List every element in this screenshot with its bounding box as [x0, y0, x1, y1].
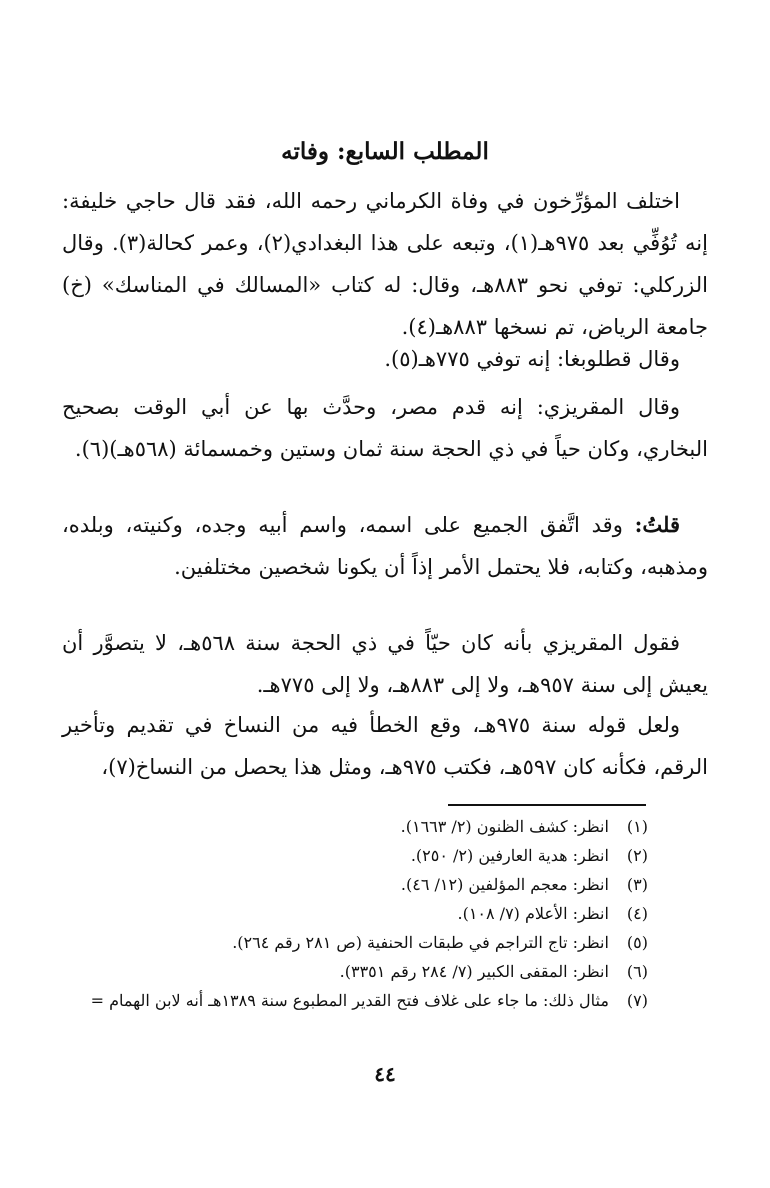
- paragraph-text: وقال قطلوبغا: إنه توفي ٧٧٥هـ(٥).: [384, 347, 680, 371]
- footnote-3: [40, 870, 648, 899]
- paragraph-2: [62, 338, 708, 380]
- footnote-1: [40, 812, 648, 841]
- footnote-5: [40, 928, 648, 957]
- paragraph-3: [62, 386, 708, 470]
- paragraph-text: وقال المقريزي: إنه قدم مصر، وحدَّث بها عن أبي الوقت بصحيح البخاري، وكان حياً في ذي الحجة سنة ثمان وستين وخمسمائة (٥٦٨هـ)(٦).: [62, 395, 708, 461]
- paragraph-5: [62, 622, 708, 706]
- footnote-text: انظر: الأعلام (٧/ ١٠٨).: [457, 904, 609, 923]
- footnotes: [40, 812, 648, 1015]
- footnote-number: (٥): [626, 933, 648, 952]
- footnote-number: (١): [626, 817, 648, 836]
- footnote-text: انظر: معجم المؤلفين (١٢/ ٤٦).: [400, 875, 609, 894]
- footnote-2: [40, 841, 648, 870]
- paragraph-text: ولعل قوله سنة ٩٧٥هـ، وقع الخطأ فيه من النساخ في تقديم وتأخير الرقم، فكأنه كان ٥٩٧هـ، فكتب ٩٧٥هـ، ومثل هذا يحصل من النساخ(٧)،: [62, 713, 708, 779]
- footnote-number: (٧): [626, 991, 648, 1010]
- paragraph-text: فقول المقريزي بأنه كان حيّاً في ذي الحجة سنة ٥٦٨هـ، لا يتصوَّر أن يعيش إلى سنة ٩٥٧هـ، ولا إلى ٨٨٣هـ، ولا إلى ٧٧٥هـ.: [62, 631, 708, 697]
- paragraph-4: [62, 504, 708, 588]
- page-number: ٤٤: [374, 1062, 396, 1086]
- footnote-text: انظر: المقفى الكبير (٧/ ٢٨٤ رقم ٣٣٥١).: [339, 962, 609, 981]
- footnote-number: (٣): [626, 875, 648, 894]
- paragraph-lead: قلتُ:: [634, 512, 680, 537]
- footnote-6: [40, 957, 648, 986]
- footnote-text: انظر: تاج التراجم في طبقات الحنفية (ص ٢٨١ رقم ٢٦٤).: [232, 933, 609, 952]
- section-title: المطلب السابع: وفاته: [281, 138, 489, 165]
- footnote-text: انظر: هدية العارفين (٢/ ٢٥٠).: [410, 846, 609, 865]
- footnote-7: [40, 986, 648, 1015]
- paragraph-text: اختلف المؤرِّخون في وفاة الكرماني رحمه الله، فقد قال حاجي خليفة: إنه تُوُفِّي بعد ٩٧٥هـ(١)، وتبعه على هذا البغدادي(٢)، وعمر كحالة(٣). وقال الزركلي: توفي نحو ٨٨٣هـ، وقال: له كتاب «المسالك في المناسك» (خ) جامعة الرياض، تم نسخها ٨٨٣هـ(٤).: [62, 189, 708, 339]
- paragraph-6: [62, 704, 708, 788]
- footnote-separator: [448, 804, 646, 806]
- paragraph-1: [62, 180, 708, 348]
- footnote-text: انظر: كشف الظنون (٢/ ١٦٦٣).: [400, 817, 609, 836]
- footnote-number: (٢): [626, 846, 648, 865]
- footnote-number: (٤): [626, 904, 648, 923]
- footnote-text: مثال ذلك: ما جاء على غلاف فتح القدير المطبوع سنة ١٣٨٩هـ أنه لابن الهمام =: [90, 991, 609, 1010]
- paragraph-text: [62, 504, 708, 588]
- footnote-number: (٦): [626, 962, 648, 981]
- footnote-4: [40, 899, 648, 928]
- paragraph-body: وقد اتَّفق الجميع على اسمه، واسم أبيه وجده، وكنيته، وبلده، ومذهبه، وكتابه، فلا يحتمل الأمر إذاً أن يكونا شخصين مختلفين.: [62, 513, 708, 579]
